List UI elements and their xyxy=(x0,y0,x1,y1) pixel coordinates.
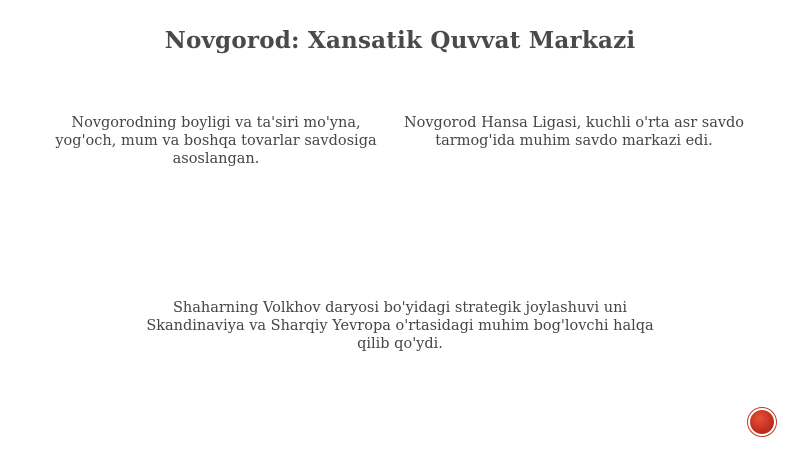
red-circle-icon xyxy=(750,410,774,434)
text-block-right: Novgorod Hansa Ligasi, kuchli o'rta asr savdo tarmog'ida muhim savdo markazi edi. xyxy=(403,115,745,149)
slide-nav-button[interactable] xyxy=(747,407,777,437)
text-block-bottom: Shaharning Volkhov daryosi bo'yidagi strategik joylashuvi uni Skandinaviya va Sharqiy Yevropa o'rtasidagi muhim bog'lovchi halqa qilib qo'ydi. xyxy=(146,300,654,352)
text-block-left: Novgorodning boyligi va ta'siri mo'yna, yog'och, mum va boshqa tovarlar savdosiga asoslangan. xyxy=(55,115,377,167)
slide-title: Novgorod: Xansatik Quvvat Markazi xyxy=(164,27,636,54)
